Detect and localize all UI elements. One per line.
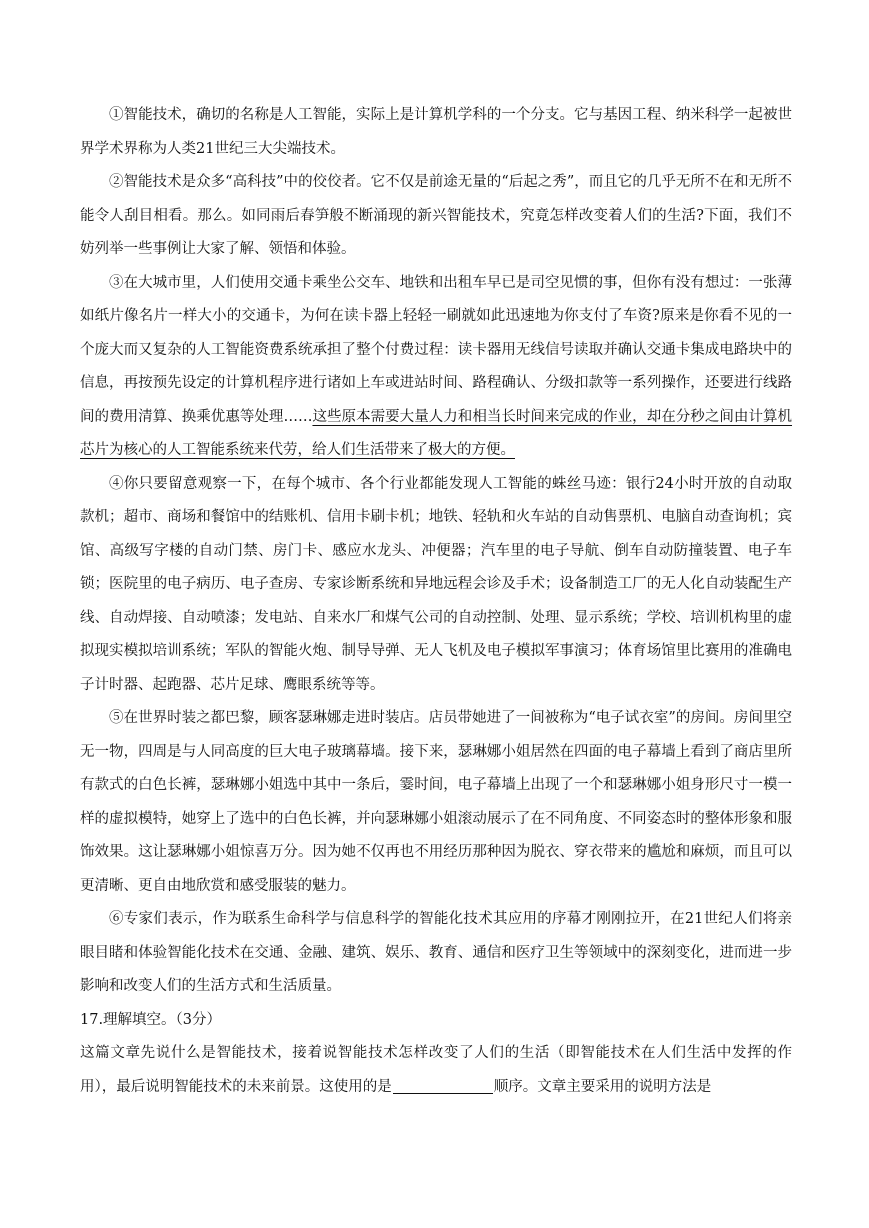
question-text — [80, 1037, 792, 1104]
paragraph-3-text: ③在大城市里，人们使用交通卡乘坐公交车、地铁和出租车早已是司空见惯的事，但你有没有想过：一张薄如纸片像名片一样大小的交通卡，为何在读卡器上轻轻一刷就如此迅速地为你支付了车资?原来是你看不见的一个庞大而又复杂的人工智能资费系统承担了整个付费过程：读卡器用无线信号读取并确认交通卡集成电路块中的信息，再按预先设定的计算机程序进行诸如上车或进站时间、路程确认、分级扣款等一系列操作，还要进行线路间的费用清算、换乘优惠等处理…… — [80, 274, 792, 425]
question-text-before-blank: 这篇文章先说什么是智能技术，接着说智能技术怎样改变了人们的生活（即智能技术在人们生活中发挥的作用），最后说明智能技术的未来前景。这使用的是 — [80, 1045, 792, 1095]
paragraph-2: ②智能技术是众多“高科技”中的佼佼者。它不仅是前途无量的“后起之秀”，而且它的几乎无所不在和无所不能令人刮目相看。那么。如同雨后春笋般不断涌现的新兴智能技术，究竟怎样改变着人们的生活?下面，我们不妨列举一些事例让大家了解、领悟和体验。 — [80, 174, 792, 257]
paragraph-1: ①智能技术，确切的名称是人工智能，实际上是计算机学科的一个分支。它与基因工程、纳米科学一起被世界学术界称为人类21世纪三大尖端技术。 — [80, 107, 792, 157]
question-text-after-blank: 顺序。文章主要采用的说明方法是 — [493, 1078, 712, 1095]
paragraph-3-underlined-sentence: 这些原本需要大量人力和相当长时间来完成的作业，却在分秒之间由计算机芯片为核心的人工智能系统来代劳，给人们生活带来了极大的方便。 — [80, 408, 793, 458]
paragraph-3 — [80, 267, 792, 468]
answer-blank[interactable] — [393, 1078, 493, 1094]
question-title: 17.理解填空。（3分） — [80, 1011, 222, 1028]
paragraph-6: ⑥专家们表示，作为联系生命科学与信息科学的智能化技术其应用的序幕才刚刚拉开，在21世纪人们将亲眼目睹和体验智能化技术在交通、金融、建筑、娱乐、教育、通信和医疗卫生等领域中的深刻变化，进而进一步影响和改变人们的生活方式和生活质量。 — [80, 911, 792, 994]
document-page — [80, 99, 792, 1104]
paragraph-4: ④你只要留意观察一下，在每个城市、各个行业都能发现人工智能的蛛丝马迹：银行24小时开放的自动取款机；超市、商场和餐馆中的结账机、信用卡刷卡机；地铁、轻轨和火车站的自动售票机、电脑自动查询机；宾馆、高级写字楼的自动门禁、房门卡、感应水龙头、冲便器；汽车里的电子导航、倒车自动防撞装置、电子车锁；医院里的电子病历、电子查房、专家诊断系统和异地远程会诊及手术；设备制造工厂的无人化自动装配生产线、自动焊接、自动喷漆；发电站、自来水厂和煤气公司的自动控制、处理、显示系统；学校、培训机构里的虚拟现实模拟培训系统；军队的智能火炮、制导导弹、无人飞机及电子模拟军事演习；体育场馆里比赛用的准确电子计时器、起跑器、芯片足球、鹰眼系统等等。 — [80, 475, 792, 693]
paragraph-5: ⑤在世界时装之都巴黎，顾客瑟琳娜走进时装店。店员带她进了一间被称为“电子试衣室”的房间。房间里空无一物，四周是与人同高度的巨大电子玻璃幕墙。接下来，瑟琳娜小姐居然在四面的电子幕墙上看到了商店里所有款式的白色长裤，瑟琳娜小姐选中其中一条后，霎时间，电子幕墙上出现了一个和瑟琳娜小姐身形尺寸一模一样的虚拟模特，她穿上了选中的白色长裤，并向瑟琳娜小姐滚动展示了在不同角度、不同姿态时的整体形象和服饰效果。这让瑟琳娜小姐惊喜万分。因为她不仅再也不用经历那种因为脱衣、穿衣带来的尴尬和麻烦，而且可以更清晰、更自由地欣赏和感受服装的魅力。 — [80, 710, 792, 894]
